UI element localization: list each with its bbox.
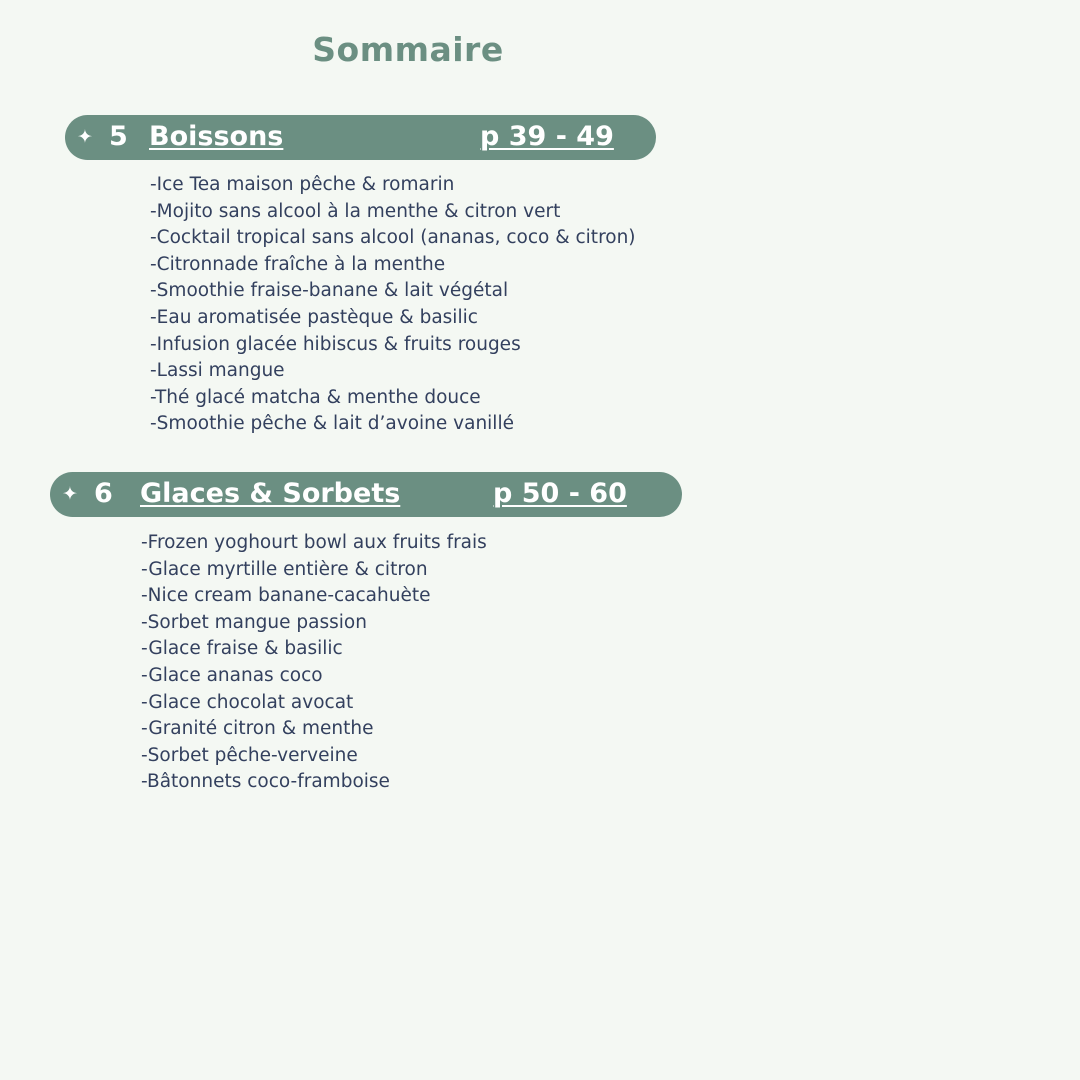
section-pages-link[interactable]: p 50 - 60 — [493, 478, 627, 509]
list-item: -Glace ananas coco — [141, 664, 323, 686]
sparkle-icon: ✦ — [77, 126, 93, 148]
list-item: -Citronnade fraîche à la menthe — [150, 253, 446, 275]
section-number: 5 — [109, 121, 128, 152]
list-item: -Sorbet pêche-verveine — [141, 744, 358, 766]
list-item: -Eau aromatisée pastèque & basilic — [150, 306, 478, 328]
list-item: -Smoothie pêche & lait d’avoine vanillé — [150, 413, 514, 435]
list-item: -Smoothie fraise-banane & lait végétal — [150, 280, 509, 302]
list-item: -Glace fraise & basilic — [141, 638, 343, 660]
section-header-glaces-sorbets — [50, 472, 682, 517]
section-number: 6 — [94, 478, 113, 509]
list-item: -Lassi mangue — [150, 360, 285, 382]
list-item: -Mojito sans alcool à la menthe & citron vert — [150, 200, 561, 222]
page-title: Sommaire — [312, 30, 504, 69]
section-link-boissons[interactable]: Boissons — [149, 121, 284, 152]
section-header-boissons — [65, 115, 656, 160]
list-item: -Glace chocolat avocat — [141, 691, 354, 713]
list-item: -Thé glacé matcha & menthe douce — [150, 386, 481, 408]
list-item: -Glace myrtille entière & citron — [141, 558, 428, 580]
section-link-glaces-sorbets[interactable]: Glaces & Sorbets — [140, 478, 401, 509]
list-item: -Bâtonnets coco-framboise — [141, 771, 390, 793]
list-item: -Ice Tea maison pêche & romarin — [150, 174, 455, 195]
list-item: -Frozen yoghourt bowl aux fruits frais — [141, 532, 487, 553]
section-items-glaces-sorbets — [141, 530, 487, 796]
list-item: -Granité citron & menthe — [141, 718, 374, 740]
list-item: -Nice cream banane-cacahuète — [141, 585, 431, 607]
sparkle-icon: ✦ — [62, 483, 78, 505]
section-items-boissons — [150, 172, 636, 438]
list-item: -Sorbet mangue passion — [141, 611, 367, 633]
section-pages-link[interactable]: p 39 - 49 — [480, 121, 614, 152]
list-item: -Cocktail tropical sans alcool (ananas, coco & citron) — [150, 227, 636, 249]
list-item: -Infusion glacée hibiscus & fruits rouges — [150, 333, 521, 355]
